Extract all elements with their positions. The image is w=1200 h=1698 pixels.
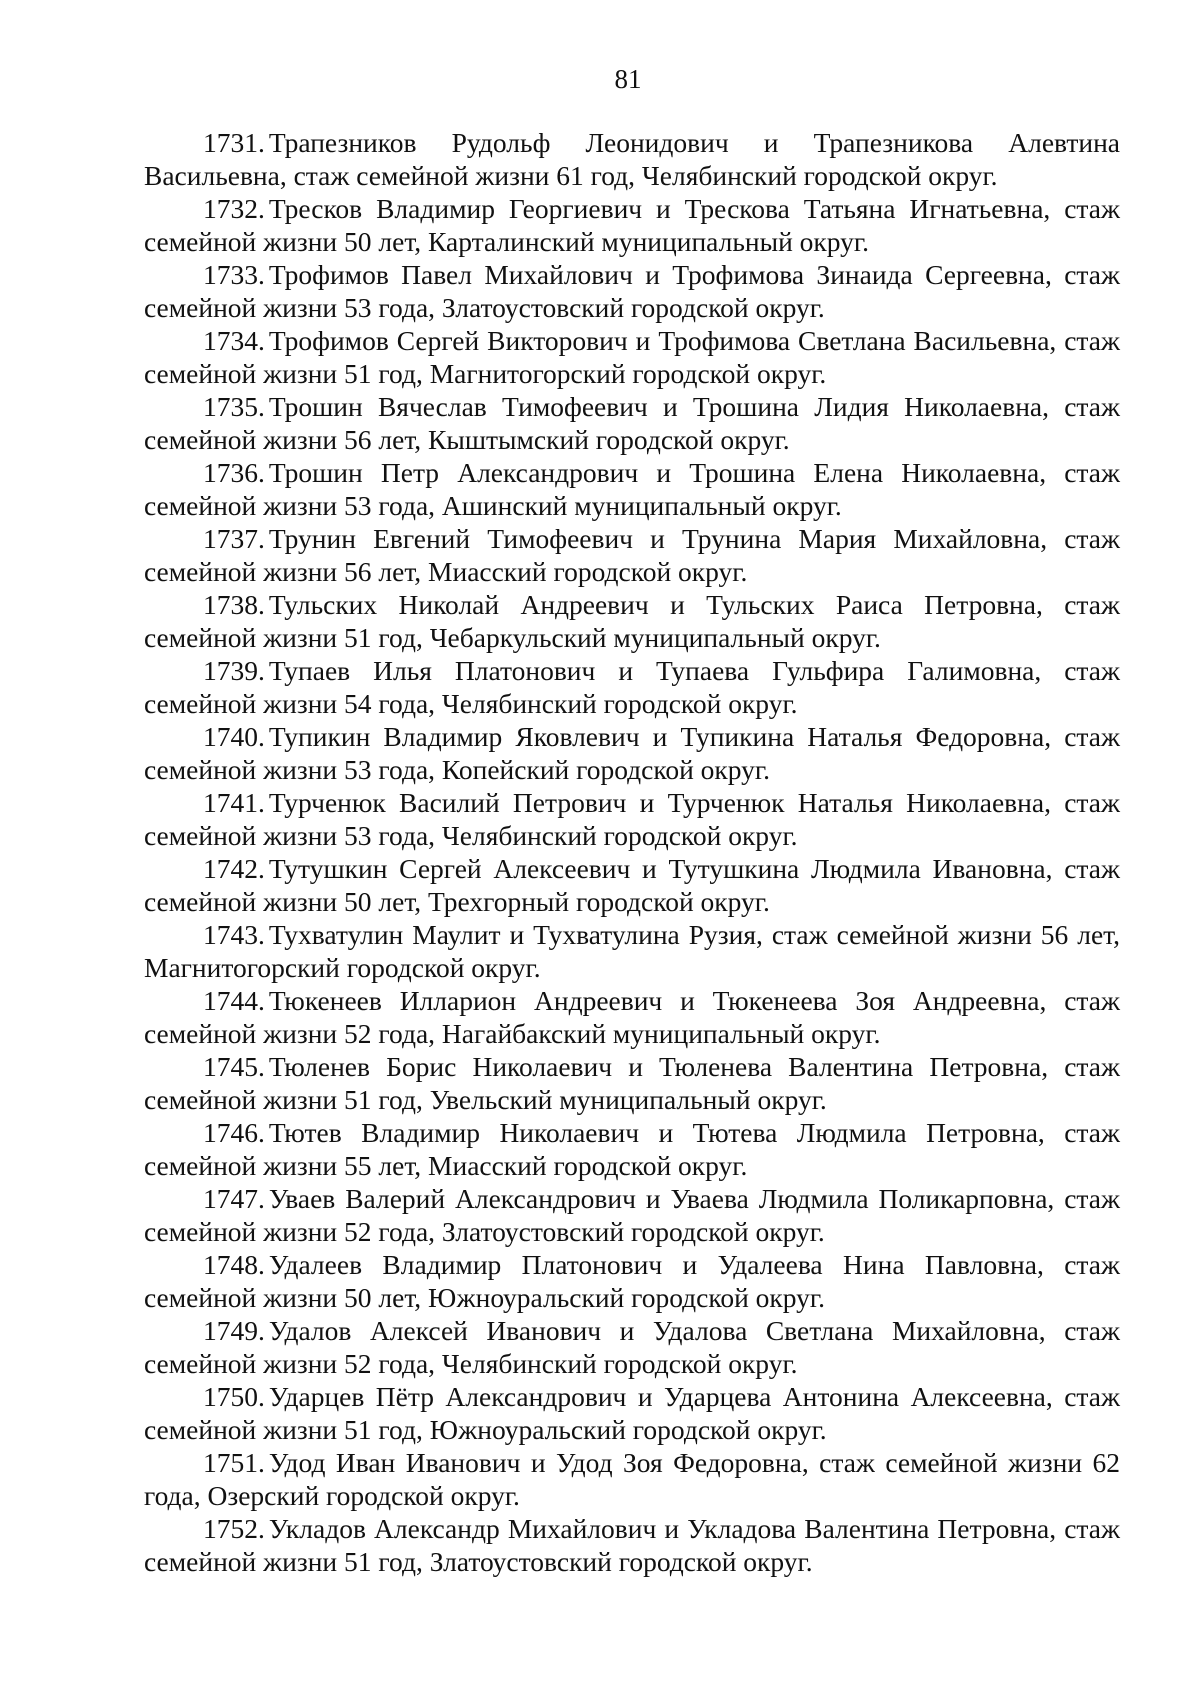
entry-number: 1745. [203,1051,265,1082]
entry-text: Тупикин Владимир Яковлевич и Тупикина Наталья Федоровна, стаж семейной жизни 53 года, Копейский городской округ. [144,721,1120,785]
entry-number: 1734. [203,325,265,356]
list-item [144,456,1120,522]
entry-text: Удалеев Владимир Платонович и Удалеева Нина Павловна, стаж семейной жизни 50 лет, Южноуральский городской округ. [144,1249,1120,1313]
entry-number: 1748. [203,1249,265,1280]
entry-list [144,126,1120,1578]
entry-number: 1735. [203,391,265,422]
entry-number: 1747. [203,1183,265,1214]
list-item [144,1512,1120,1578]
entry-number: 1749. [203,1315,265,1346]
entry-text: Удод Иван Иванович и Удод Зоя Федоровна, стаж семейной жизни 62 года, Озерский городской округ. [144,1447,1120,1511]
list-item [144,1050,1120,1116]
list-item [144,984,1120,1050]
entry-text: Тюленев Борис Николаевич и Тюленева Валентина Петровна, стаж семейной жизни 51 год, Увельский муниципальный округ. [144,1051,1120,1115]
entry-text: Ударцев Пётр Александрович и Ударцева Антонина Алексеевна, стаж семейной жизни 51 год, Южноуральский городской округ. [144,1381,1120,1445]
entry-number: 1733. [203,259,265,290]
entry-number: 1740. [203,721,265,752]
entry-number: 1744. [203,985,265,1016]
list-item [144,918,1120,984]
list-item [144,192,1120,258]
list-item [144,1446,1120,1512]
entry-number: 1751. [203,1447,265,1478]
entry-text: Тресков Владимир Георгиевич и Трескова Татьяна Игнатьевна, стаж семейной жизни 50 лет, Карталинский муниципальный округ. [144,193,1120,257]
entry-number: 1743. [203,919,265,950]
entry-number: 1738. [203,589,265,620]
entry-number: 1742. [203,853,265,884]
entry-text: Тюкенеев Илларион Андреевич и Тюкенеева Зоя Андреевна, стаж семейной жизни 52 года, Нагайбакский муниципальный округ. [144,985,1120,1049]
list-item [144,390,1120,456]
entry-text: Трошин Вячеслав Тимофеевич и Трошина Лидия Николаевна, стаж семейной жизни 56 лет, Кыштымский городской округ. [144,391,1120,455]
entry-text: Тухватулин Маулит и Тухватулина Рузия, стаж семейной жизни 56 лет, Магнитогорский городской округ. [144,919,1120,983]
list-item [144,1182,1120,1248]
entry-number: 1741. [203,787,265,818]
entry-text: Уваев Валерий Александрович и Уваева Людмила Поликарповна, стаж семейной жизни 52 года, Златоустовский городской округ. [144,1183,1120,1247]
list-item [144,852,1120,918]
entry-text: Трофимов Павел Михайлович и Трофимова Зинаида Сергеевна, стаж семейной жизни 53 года, Златоустовский городской округ. [144,259,1120,323]
entry-number: 1739. [203,655,265,686]
entry-number: 1732. [203,193,265,224]
entry-text: Тютев Владимир Николаевич и Тютева Людмила Петровна, стаж семейной жизни 55 лет, Миасский городской округ. [144,1117,1120,1181]
entry-number: 1750. [203,1381,265,1412]
entry-number: 1737. [203,523,265,554]
entry-text: Тупаев Илья Платонович и Тупаева Гульфира Галимовна, стаж семейной жизни 54 года, Челябинский городской округ. [144,655,1120,719]
entry-text: Удалов Алексей Иванович и Удалова Светлана Михайловна, стаж семейной жизни 52 года, Челябинский городской округ. [144,1315,1120,1379]
entry-number: 1736. [203,457,265,488]
entry-text: Трошин Петр Александрович и Трошина Елена Николаевна, стаж семейной жизни 53 года, Ашинский муниципальный округ. [144,457,1120,521]
list-item [144,258,1120,324]
entry-number: 1752. [203,1513,265,1544]
list-item [144,588,1120,654]
list-item [144,654,1120,720]
list-item [144,1314,1120,1380]
entry-text: Турченюк Василий Петрович и Турченюк Наталья Николаевна, стаж семейной жизни 53 года, Челябинский городской округ. [144,787,1120,851]
entry-text: Трунин Евгений Тимофеевич и Трунина Мария Михайловна, стаж семейной жизни 56 лет, Миасский городской округ. [144,523,1120,587]
list-item [144,720,1120,786]
entry-text: Трофимов Сергей Викторович и Трофимова Светлана Васильевна, стаж семейной жизни 51 год, Магнитогорский городской округ. [144,325,1120,389]
entry-text: Трапезников Рудольф Леонидович и Трапезникова Алевтина Васильевна, стаж семейной жизни 61 год, Челябинский городской округ. [144,127,1120,191]
list-item [144,1248,1120,1314]
entry-text: Тульских Николай Андреевич и Тульских Раиса Петровна, стаж семейной жизни 51 год, Чебаркульский муниципальный округ. [144,589,1120,653]
list-item [144,786,1120,852]
entry-text: Укладов Александр Михайлович и Укладова Валентина Петровна, стаж семейной жизни 51 год, Златоустовский городской округ. [144,1513,1120,1577]
list-item [144,1380,1120,1446]
page-number: 81 [614,64,642,94]
list-item [144,522,1120,588]
entry-number: 1731. [203,127,265,158]
entry-number: 1746. [203,1117,265,1148]
list-item [144,126,1120,192]
list-item [144,324,1120,390]
list-item [144,1116,1120,1182]
entry-text: Тутушкин Сергей Алексеевич и Тутушкина Людмила Ивановна, стаж семейной жизни 50 лет, Трехгорный городской округ. [144,853,1120,917]
